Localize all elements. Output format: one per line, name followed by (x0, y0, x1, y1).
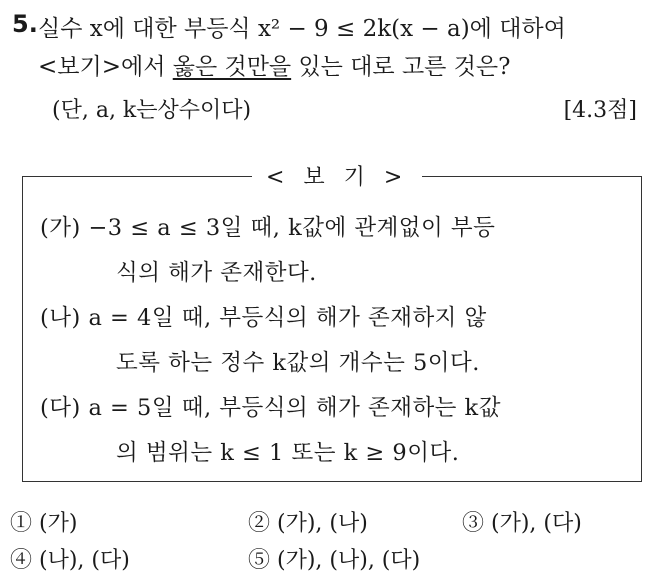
bogi-item-da-line2: 의 범위는 k ≤ 1 또는 k ≥ 9이다. (116, 440, 460, 466)
question-text-prefix: <보기>에서 (38, 54, 173, 80)
bogi-box-title: < 보 기 > (252, 160, 422, 191)
question-number: 5. (12, 10, 38, 38)
answer-choice-4[interactable]: ④ (나), (다) (10, 548, 130, 573)
bogi-item-na-line1: (나) a = 4일 때, 부등식의 해가 존재하지 않 (40, 305, 487, 331)
answer-choice-5[interactable]: ⑤ (가), (나), (다) (248, 548, 421, 573)
bogi-item-ga-line1: (가) −3 ≤ a ≤ 3일 때, k값에 관계없이 부등 (40, 215, 496, 241)
question-text-line2 (38, 48, 510, 81)
answer-choice-2[interactable]: ② (가), (나) (248, 511, 368, 536)
question-text-line1: 실수 x에 대한 부등식 x² − 9 ≤ 2k(x − a)에 대하여 (38, 16, 566, 42)
question-score: [4.3점] (563, 98, 637, 123)
question-condition: (단, a, k는상수이다) (52, 98, 252, 123)
bogi-item-ga-line2: 식의 해가 존재한다. (116, 260, 317, 286)
question-text-suffix: 있는 대로 고른 것은? (291, 54, 511, 80)
answer-choice-3[interactable]: ③ (가), (다) (462, 511, 582, 536)
bogi-item-na-line2: 도록 하는 정수 k값의 개수는 5이다. (116, 350, 480, 376)
bogi-item-da-line1: (다) a = 5일 때, 부등식의 해가 존재하는 k값 (40, 395, 501, 421)
answer-choice-1[interactable]: ① (가) (10, 511, 78, 536)
question-underlined-phrase: 옳은 것만을 (172, 54, 292, 80)
